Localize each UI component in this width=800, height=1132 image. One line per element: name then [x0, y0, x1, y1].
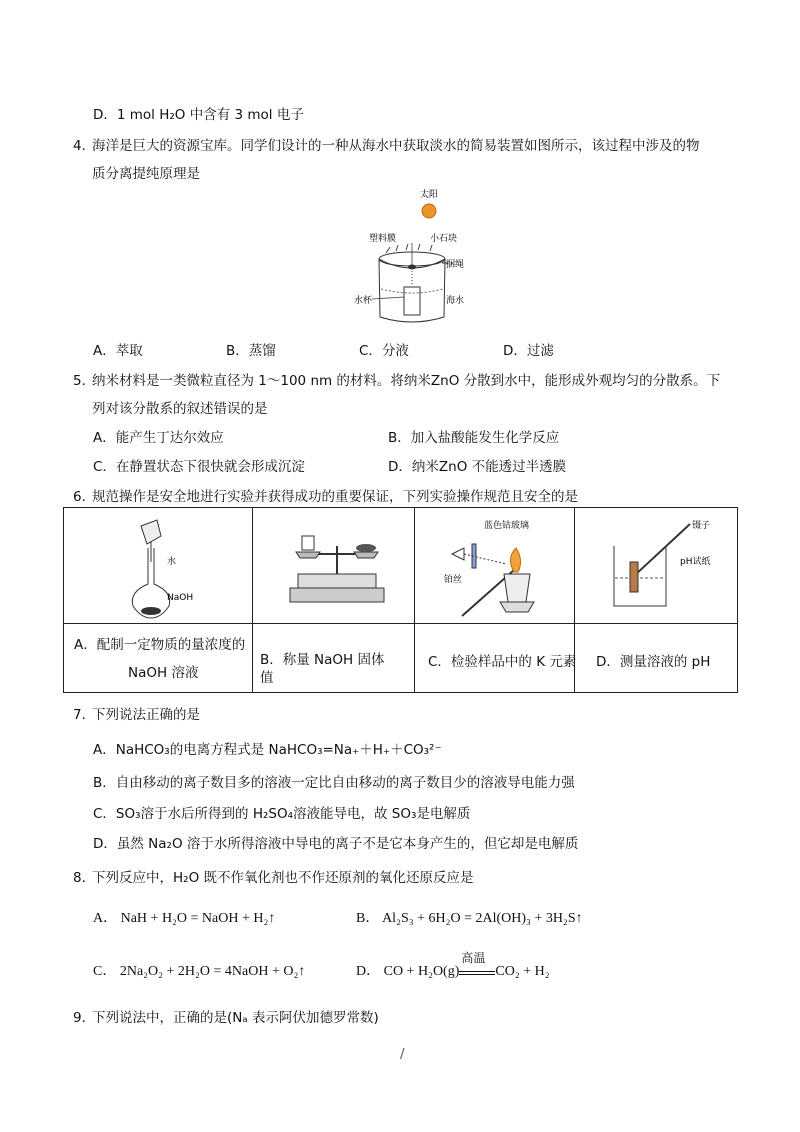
q6-number: 6．	[73, 489, 96, 505]
q4-number: 4．	[73, 138, 96, 154]
sight-line	[464, 554, 506, 564]
sun-icon	[422, 204, 436, 218]
eye-icon	[452, 548, 464, 560]
balance-body	[298, 574, 376, 588]
label-tweezers: 镊子	[692, 521, 711, 531]
q5-number: 5．	[73, 373, 96, 389]
lamp-base	[500, 602, 534, 612]
label-rope: 捆绳	[446, 260, 465, 270]
q6-stem: 规范操作是安全地进行实验并获得成功的重要保证，下列实验操作规范且安全的是	[92, 489, 578, 505]
q7-number: 7．	[73, 707, 96, 723]
q9-stem: 下列说法中，正确的是(Nₐ 表示阿伏加德罗常数)	[92, 1010, 379, 1026]
q5-option-d: D．纳米ZnO 不能透过半透膜	[388, 459, 567, 475]
label-cobalt-glass: 蓝色钴玻璃	[484, 521, 530, 531]
q6-table	[63, 507, 738, 693]
q8-option-d-reactants: D． CO + H₂O(g)	[356, 964, 460, 979]
balance-base	[290, 588, 384, 602]
label-water: 水	[167, 557, 177, 567]
tweezers-icon	[634, 524, 690, 576]
q4-option-a: A．萃取	[93, 343, 143, 359]
q7-option-b: B．自由移动的离子数目多的溶液一定比自由移动的离子数目少的溶液导电能力强	[93, 775, 575, 791]
page-mark: /	[400, 1046, 405, 1062]
label-cup: 水杯	[354, 296, 373, 306]
cell-d-line1: D．测量溶液的 pH	[596, 654, 711, 670]
q5-option-c: C．在静置状态下很快就会形成沉淀	[93, 459, 305, 475]
label-stone: 小石块	[430, 234, 458, 244]
q5-option-b: B．加入盐酸能发生化学反应	[388, 430, 560, 446]
label-naoh: NaOH	[167, 593, 194, 603]
left-pan	[296, 552, 320, 558]
cell-b-line1: B．称量 NaOH 固体	[260, 652, 385, 668]
cell-c-line1: C．检验样品中的 K 元素	[428, 654, 577, 670]
ph-paper-icon	[630, 562, 638, 592]
q7-stem: 下列说法正确的是	[92, 707, 200, 723]
naoh-solid	[356, 544, 376, 552]
label-sun: 太阳	[420, 190, 439, 200]
q3-option-d: D．1 mol H₂O 中含有 3 mol 电子	[93, 107, 304, 123]
flame-test-figure	[444, 512, 574, 620]
label-seawater: 海水	[446, 296, 465, 306]
ph-test-figure	[604, 516, 729, 616]
cell-a-line2: NaOH 溶液	[128, 665, 199, 681]
q4-option-d: D．过滤	[503, 343, 554, 359]
label-film: 塑料膜	[369, 234, 397, 244]
q5-stem-line2: 列对该分散系的叙述错误的是	[92, 401, 268, 417]
q7-option-c: C．SO₃溶于水后所得到的 H₂SO₄溶液能导电，故 SO₃是电解质	[93, 806, 471, 822]
reaction-condition: 高温	[461, 951, 486, 965]
beaker-icon	[141, 520, 161, 544]
flame-icon	[510, 548, 520, 572]
q7-option-a: A．NaHCO₃的电离方程式是 NaHCO₃=Na₊＋H₊＋CO₃²⁻	[93, 742, 442, 758]
lamp-icon	[504, 574, 530, 602]
q4-option-c: C．分液	[359, 343, 409, 359]
solar-still-figure	[350, 185, 480, 330]
q8-option-d	[356, 951, 550, 980]
cell-b-line2: 值	[260, 670, 274, 686]
cell-a-line1: A．配制一定物质的量浓度的	[74, 637, 246, 653]
q5-option-a: A．能产生丁达尔效应	[93, 430, 224, 446]
q5-stem-line1: 纳米材料是一类微粒直径为 1～100 nm 的材料。将纳米ZnO 分散到水中，能形成外观均匀的分散系。下	[92, 373, 721, 389]
reaction-arrow	[459, 951, 495, 975]
flask-figure	[119, 514, 199, 620]
q7-option-d: D．虽然 Na₂O 溶于水所得溶液中导电的离子不是它本身产生的，但它却是电解质	[93, 836, 579, 852]
q8-option-b: B． Al₂S₃ + 6H₂O = 2Al(OH)₃ + 3H₂S↑	[356, 911, 583, 926]
cup-pointer	[372, 297, 404, 299]
balance-figure	[282, 522, 392, 606]
q4-stem-line1: 海洋是巨大的资源宝库。同学们设计的一种从海水中获取淡水的简易装置如图所示，该过程中涉及的物	[92, 138, 700, 154]
q8-option-c: C． 2Na₂O₂ + 2H₂O = 4NaOH + O₂↑	[93, 964, 306, 979]
q8-option-d-products: CO₂ + H₂	[495, 964, 550, 979]
stone-icon	[408, 265, 416, 270]
label-platinum-wire: 铂丝	[444, 575, 463, 585]
label-ph-paper: pH试纸	[680, 557, 711, 567]
q4-stem-line2: 质分离提纯原理是	[92, 166, 200, 182]
water-level	[381, 289, 443, 293]
q9-number: 9．	[73, 1010, 96, 1026]
q4-option-b: B．蒸馏	[226, 343, 276, 359]
cup-icon	[404, 287, 420, 315]
solid-deposit	[141, 607, 161, 615]
right-pan	[354, 552, 378, 558]
q8-option-a: A． NaH + H₂O = NaOH + H₂↑	[93, 911, 276, 926]
q8-number: 8．	[73, 870, 96, 886]
q8-stem: 下列反应中，H₂O 既不作氧化剂也不作还原剂的氧化还原反应是	[92, 870, 474, 886]
weight-icon	[302, 536, 314, 550]
beaker-icon	[614, 546, 666, 606]
